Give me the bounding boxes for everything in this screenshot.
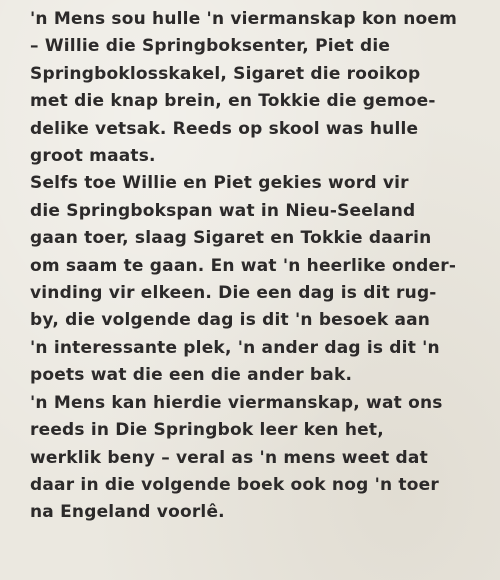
text-line: poets wat die een die ander bak.: [30, 365, 353, 386]
text-line: vinding vir elkeen. Die een dag is dit rug-: [30, 283, 437, 304]
paragraph-2: [30, 170, 492, 389]
text-line: na Engeland voorlê.: [30, 502, 225, 523]
text-line: met die knap brein, en Tokkie die gemoe-: [30, 91, 436, 112]
text-line: groot maats.: [30, 146, 156, 167]
paragraph-3: [30, 390, 492, 527]
text-line: 'n Mens sou hulle 'n viermanskap kon noem: [30, 9, 458, 29]
text-line: – Willie die Springboksenter, Piet die: [30, 36, 391, 57]
text-line: daar in die volgende boek ook nog 'n toer: [30, 474, 439, 495]
text-line: Selfs toe Willie en Piet gekies word vir: [30, 173, 409, 194]
text-line: 'n Mens kan hierdie viermanskap, wat ons: [30, 392, 443, 413]
text-line: Springboklosskakel, Sigaret die rooikop: [30, 63, 421, 84]
text-line: gaan toer, slaag Sigaret en Tokkie daarin: [30, 228, 432, 249]
text-line: werklik beny – veral as 'n mens weet dat: [30, 447, 428, 468]
text-line: 'n interessante plek, 'n ander dag is dit 'n: [30, 337, 440, 358]
text-line: delike vetsak. Reeds op skool was hulle: [30, 118, 419, 139]
blurb-text: [30, 6, 492, 527]
text-line: die Springbokspan wat in Nieu-Seeland: [30, 200, 416, 221]
text-line: reeds in Die Springbok leer ken het,: [30, 420, 384, 441]
paragraph-1: [30, 6, 492, 170]
text-line: by, die volgende dag is dit 'n besoek aan: [30, 310, 431, 331]
text-line: om saam te gaan. En wat 'n heerlike onder-: [30, 255, 457, 276]
